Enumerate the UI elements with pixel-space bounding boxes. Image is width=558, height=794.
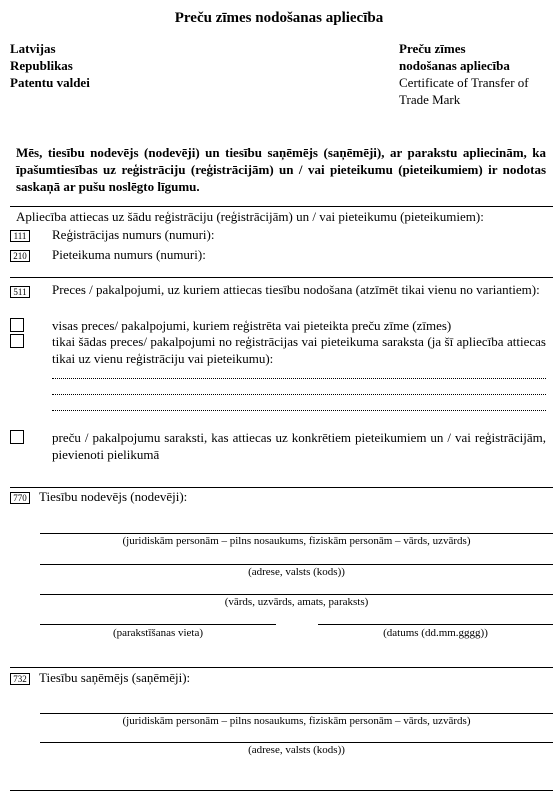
signing-date-line[interactable] [318,624,553,625]
transferee-name-line[interactable] [40,713,553,714]
transferor-name-caption: (juridiskām personām – pilns nosaukums, fiziskām personām – vārds, uzvārds) [122,535,471,547]
transferor-address-caption: (adrese, valsts (kods)) [248,566,345,578]
form-name-line: Preču zīmes [399,41,466,56]
transferee-address-caption: (adrese, valsts (kods)) [248,744,345,756]
field-code-511: 511 [10,286,30,298]
page-title: Preču zīmes nodošanas apliecība [174,10,384,26]
transferor-signature-line[interactable] [40,594,553,595]
goods-list-line[interactable] [52,394,546,395]
option-annex-checkbox[interactable] [10,430,24,444]
section-divider [10,277,553,278]
section-divider [10,206,553,207]
goods-list-line[interactable] [52,410,546,411]
signing-place-caption: (parakstīšanas vieta) [112,627,204,639]
transferor-address-line[interactable] [40,564,553,565]
field-code-770: 770 [10,492,30,504]
recipient-block [10,40,210,91]
signing-place-line[interactable] [40,624,276,625]
transferor-signature-caption: (vārds, uzvārds, amats, paraksts) [224,596,369,608]
application-number-label: Pieteikuma numurs (numuri): [52,247,206,262]
option-all-goods-label: visas preces/ pakalpojumi, kuriem reģistrēta vai pieteikta preču zīme (zīmes) [52,318,452,333]
field-code-732: 732 [10,673,30,685]
form-name-block [399,40,554,108]
signing-date-caption: (datums (dd.mm.gggg)) [383,627,488,639]
goods-list-line[interactable] [52,378,546,379]
goods-services-label: Preces / pakalpojumi, uz kuriem attiecas tiesību nodošana (atzīmēt tikai vienu no variantiem): [52,282,540,297]
registration-number-label: Reģistrācijas numurs (numuri): [52,227,215,242]
recipient-line: Latvijas [10,41,56,56]
applies-text: Apliecība attiecas uz šādu reģistrāciju (reģistrācijām) un / vai pieteikumu (pieteikumiem): [16,209,484,224]
option-selected-goods-checkbox[interactable] [10,334,24,348]
option-annex-label: preču / pakalpojumu saraksti, kas attiecas uz konkrētiem pieteikumiem un / vai reģistrācijām, pievienoti pielikumā [52,430,546,462]
section-divider [10,667,553,668]
option-selected-goods-label: tikai šādas preces/ pakalpojumi no reģistrācijas vai pieteikuma saraksta (ja šī apliecība attiecas tikai uz vienu reģistrāciju vai pieteikumu): [52,334,546,366]
section-divider [10,790,553,791]
option-all-goods-checkbox[interactable] [10,318,24,332]
recipient-line: Patentu valdei [10,75,90,90]
intro-statement: Mēs, tiesību nodevējs (nodevēji) un tiesību saņēmējs (saņēmēji), ar parakstu apliecinām, ka īpašumtiesības uz reģistrāciju (reģistrācijām) un / vai pieteikumu (pieteikumiem) ir nodotas saskaņā ar pušu noslēgto līgumu. [16,145,546,194]
transferee-name-caption: (juridiskām personām – pilns nosaukums, fiziskām personām – vārds, uzvārds) [122,715,471,727]
field-code-210: 210 [10,250,30,262]
form-name-english: Certificate of Transfer of [399,75,529,90]
recipient-line: Republikas [10,58,73,73]
transferor-label: Tiesību nodevējs (nodevēji): [39,489,188,504]
form-name-line: nodošanas apliecība [399,58,510,73]
transferee-label: Tiesību saņēmējs (saņēmēji): [39,670,191,685]
transferee-address-line[interactable] [40,742,553,743]
form-name-english: Trade Mark [399,92,461,107]
transferor-name-line[interactable] [40,533,553,534]
field-code-111: 111 [10,230,30,242]
